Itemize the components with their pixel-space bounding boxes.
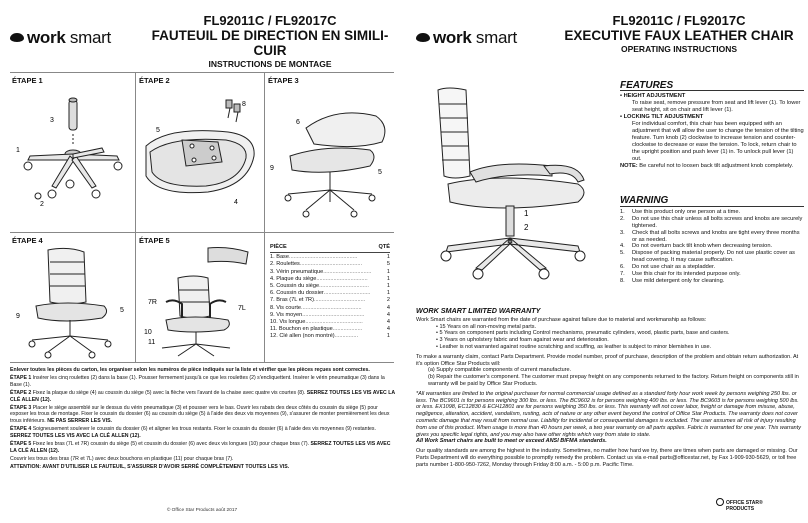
divider xyxy=(10,362,394,363)
page-title: EXECUTIVE FAUX LEATHER CHAIR xyxy=(564,28,794,43)
step-4-illustration xyxy=(12,244,134,360)
step-3-illustration xyxy=(266,86,394,226)
callout-9b: 9 xyxy=(16,313,20,320)
callout-1: 1 xyxy=(16,147,20,154)
parts-row: 3. Vérin pneumatique ............................... 1 xyxy=(270,268,390,275)
step-4-label: ÉTAPE 4 xyxy=(12,236,43,245)
work-smart-logo: work smart xyxy=(10,28,111,48)
features-title: FEATURES xyxy=(620,82,804,91)
feature-item: • HEIGHT ADJUSTMENT To raise seat, remove pressure from seat and lift lever (1). To lower seat height, sit on chair and lift lever (1). xyxy=(620,93,801,113)
callout-6: 6 xyxy=(296,119,300,126)
warning-item: 2. Do not use this chair unless all bolts screws and knobs are securely tightened. xyxy=(620,215,803,229)
page-subtitle: OPERATING INSTRUCTIONS xyxy=(620,44,737,54)
note-text: NOTE: Be careful not to loosen back tilt adjustment knob completely. xyxy=(620,163,794,169)
parts-list xyxy=(270,244,390,341)
warranty-intro: Work Smart chairs are warranted from the date of purchase against failure due to material and workmanship as follows: xyxy=(416,316,707,323)
step-1-illustration xyxy=(12,86,134,226)
warranty-item: • 5 Years on component parts including Control mechanisms, pneumatic cylinders, wood, plastic parts, base and casters. xyxy=(436,330,730,337)
callout-lever: 1 xyxy=(524,209,529,218)
english-page xyxy=(404,0,808,523)
divider xyxy=(10,232,394,233)
warranty-item: • Leather is not warranted against routine scratching and scuffing, as leather is subject to minor blemishes in use. xyxy=(436,343,712,350)
warning-number: 6. xyxy=(620,264,625,271)
brand-mark-icon xyxy=(10,33,24,42)
parts-row: 9. Vis moyen ........................................ 4 xyxy=(270,311,390,318)
warranty-closing: Our quality standards are among the highest in the industry. Sometimes, no matter how hard we try, there are times when parts are damaged or missing. Our Parts Department will do everything possible to promptly remedy the problem. Contact us via e-mail parts@officestar.net, by Fax 1-909-930-5629, or toll free parts number 1-800-950-7262, Monday through Friday 8:00 a.m. - 5:00 p.m. Pacific Time. xyxy=(416,448,798,468)
page-subtitle: INSTRUCTIONS DE MONTAGE xyxy=(208,59,332,69)
callout-8: 8 xyxy=(242,101,246,108)
warning-number: 5. xyxy=(620,250,625,257)
intro-text: Enlever toutes les pièces du carton, les organiser selon les numéros de pièce indiqués sur la liste et vérifier que les pièces reçues sont correctes. xyxy=(10,367,370,373)
callout-5c: 5 xyxy=(120,307,124,314)
chair-illustration xyxy=(418,80,618,280)
step-2-label: ÉTAPE 2 xyxy=(139,76,170,85)
callout-knob: 2 xyxy=(524,223,529,232)
callout-3: 3 xyxy=(50,117,54,124)
page-title: FAUTEUIL DE DIRECTION EN SIMILI-CUIR xyxy=(151,28,389,58)
warning-item: 4. Do not overturn back tilt knob when decreasing tension. xyxy=(620,243,773,250)
warning-item: 7. Use this chair for its intended purpose only. xyxy=(620,271,741,278)
features-section xyxy=(620,82,804,170)
divider xyxy=(10,72,394,73)
french-header xyxy=(140,14,400,69)
parts-row: 8. Vis courte ....................................... 4 xyxy=(270,304,390,311)
claim-intro: To make a warranty claim, contact Parts Department. Provide model number, proof of purchase, description of the problem and obtain return authorization. At it's option Office Star Products will: xyxy=(416,353,799,367)
warning-number: 3. xyxy=(620,229,625,236)
step-2-illustration xyxy=(138,86,262,226)
warning-number: 1. xyxy=(620,208,625,215)
step-5-label: ÉTAPE 5 xyxy=(139,236,170,245)
claim-item: (b) Repair the customer's component. The customer must prepay freight on any components returned to the factory. Return freight on components still in warranty will be paid by Office Star Products. xyxy=(428,374,799,387)
warranty-item: • 15 Years on all non-moving metal parts. xyxy=(436,323,537,330)
parts-row: 5. Coussin du siège ................................ 1 xyxy=(270,283,390,290)
warranty-section xyxy=(416,308,804,472)
callout-10: 10 xyxy=(144,329,152,336)
instruction-step: ÉTAPE 2 Fixez la plaque du siège (4) au coussin du siège (5) avec la flèche vers l'avant de la chaise avec quatre vis courtes (8). SERREZ TOUTES LES VIS AVEC LA CLÉ ALLEN (12). xyxy=(10,389,395,403)
warning-item: 3. Check that all bolts screws and knobs are tight every three months or as needed. xyxy=(620,229,800,243)
copyright-footer: © Office Star Products août 2017 xyxy=(166,508,238,513)
feature-item: • LOCKING TILT ADJUSTMENT For individual comfort, this chair has been equipped with an adjustment that will allow the user to change the tension of the tilting feature. Turn knob (2) clockwise to increase tension and counter-clockwise to decrease or ease the tension. To lock, return chair to the upright position and push lever (1) in. To unlock pull lever (1) out. xyxy=(620,114,804,162)
instruction-step: ÉTAPE 4 Soigneusement soulever le coussin du dossier (6) et aligner les trous restants. Fixer le coussin du dossier (6) à l'aide des vis moyennes (9) restantes. SERREZ TOUTES LES VIS AVEC LA CLÉ ALLEN (12). xyxy=(10,426,376,440)
step-1-label: ÉTAPE 1 xyxy=(12,76,43,85)
warning-title: WARNING xyxy=(620,198,804,207)
model-number: FL92011C / FL92017C xyxy=(612,13,746,28)
model-number: FL92011C / FL92017C xyxy=(203,13,337,28)
callout-9: 9 xyxy=(270,165,274,172)
warning-number: 4. xyxy=(620,243,625,250)
instruction-step: Couvrir les trous des bras (7R et 7L) avec deux bouchons en plastique (11) pour chaque bras (7). xyxy=(10,455,234,462)
parts-row: 7. Bras (7L et 7R) ................................. 2 xyxy=(270,297,390,304)
divider xyxy=(264,72,265,362)
english-header xyxy=(554,14,804,54)
parts-row: 6. Coussin du dossier .............................. 1 xyxy=(270,290,390,297)
warning-number: 2. xyxy=(620,215,625,222)
warning-item: 1. Use this product only one person at a time. xyxy=(620,208,741,215)
callout-5: 5 xyxy=(156,127,160,134)
warning-item: 5. Dispose of packing material properly. Do not use plastic cover as head covering. It may cause suffocation. xyxy=(620,250,796,264)
callout-11: 11 xyxy=(148,339,156,346)
instruction-step: ÉTAPE 3 Placer le siège assemblé sur le dessus du vérin pneumatique (3) et pousser vers le bas. Ouvrir les rabats des deux côtés du coussin du siège (5) pour exposer les trous de montage. Fixer le coussin du dossier (6) au coussin du siège (5) à l'aide des deux vis moyennes (9), s'assurer de monter premièrement les deux trous inférieurs. NE PAS SERRER LES VIS. xyxy=(10,404,390,425)
callout-4: 4 xyxy=(234,199,238,206)
parts-row: 12. Clé allen (non montré) ............... 1 xyxy=(270,333,390,340)
warranty-title: WORK SMART LIMITED WARRANTY xyxy=(416,306,541,315)
parts-row: 4. Plaque du siège ................................. 1 xyxy=(270,275,390,282)
work-smart-logo: work smart xyxy=(416,28,517,48)
parts-row: 11. Bouchon en plastique ................... 4 xyxy=(270,326,390,333)
warning-item: 8. Use mild detergent only for cleaning. xyxy=(620,277,725,284)
step-5-illustration xyxy=(138,244,262,360)
warning-number: 7. xyxy=(620,271,625,278)
office-star-mark-icon xyxy=(716,498,724,506)
brand-mark-icon xyxy=(416,33,430,42)
callout-2: 2 xyxy=(40,201,44,208)
assembly-instructions xyxy=(10,367,396,472)
parts-row: 2. Roulettes ........................................ 5 xyxy=(270,261,390,268)
office-star-logo: OFFICE STAR® PRODUCTS xyxy=(716,498,763,512)
instruction-step: ÉTAPE 1 Insérer les cinq roulettes (2) dans la base (1). Pousser fermement jusqu'à ce que les roulettes (2) s'encliquettent. Insérer le vérin pneumatique (3) dans la Base (1). xyxy=(10,374,385,388)
parts-row: 10. Vis longue ..................................... 4 xyxy=(270,319,390,326)
callout-5b: 5 xyxy=(378,169,382,176)
instruction-step: ÉTAPE 5 Fixez les bras (7L et 7R) coussin du siège (5) et coussin du dossier (6) avec deux vis longues (10) pour chaque bras (7). SERREZ TOUTES LES VIS AVEC LA CLÉ ALLEN (12). xyxy=(10,441,391,454)
warranty-fine-print: *All warranties are limited to the original purchaser for normal commercial usage defined as a standard forty hour work week by persons weighing 250 lbs. or less. The BC9601 is for persons weighing 300 lbs. or less. The BC9602 is for persons weighing 400 lbs. or less. The BC9603 is for persons weighing 500 lbs. or less. EX1098, EC12830 & ECH12801 are for persons weighing 350 lbs. or less. This warranty will not cover labor, freight or damage from misuse, abuse, negligence, alteration, accident, vandalism, rusting, acts of nature or any other event beyond the control of Office Star Products. The warranty does not cover cosmetic damage that may result from normal use. Liability for incidental or consequential damages is excluded. The user assumes all risk of injury resulting from use of this product. When usage is more than 40 hours per week, a two year warranty on all parts applies. Fabric is warranted for one year. This warranty gives you specific legal rights, and you may also have other rights which vary from state to state. All Work Smart chairs are built to meet or exceed ANSI BIFMA standards. xyxy=(416,390,801,445)
attention-text: ATTENTION: AVANT D'UTILISER LE FAUTEUIL, S'ASSURER D'AVOIR SERRÉ COMPLÈTEMENT TOUTES LES VIS. xyxy=(10,463,290,470)
warning-item: 6. Do not use chair as a stepladder. xyxy=(620,264,716,271)
warning-number: 8. xyxy=(620,277,625,284)
divider xyxy=(135,72,136,362)
callout-7r: 7R xyxy=(148,299,157,306)
warranty-item: • 3 Years on upholstery fabric and foam against wear and deterioration. xyxy=(436,337,609,344)
callout-7l: 7L xyxy=(238,305,246,312)
parts-row: 1. Base ............................................ 1 xyxy=(270,254,390,261)
step-3-label: ÉTAPE 3 xyxy=(268,76,299,85)
parts-header: PIÈCE QTÉ xyxy=(270,244,390,253)
warning-section xyxy=(620,195,804,285)
claim-item: (a) Supply compatible components of current manufacture. xyxy=(428,367,572,374)
